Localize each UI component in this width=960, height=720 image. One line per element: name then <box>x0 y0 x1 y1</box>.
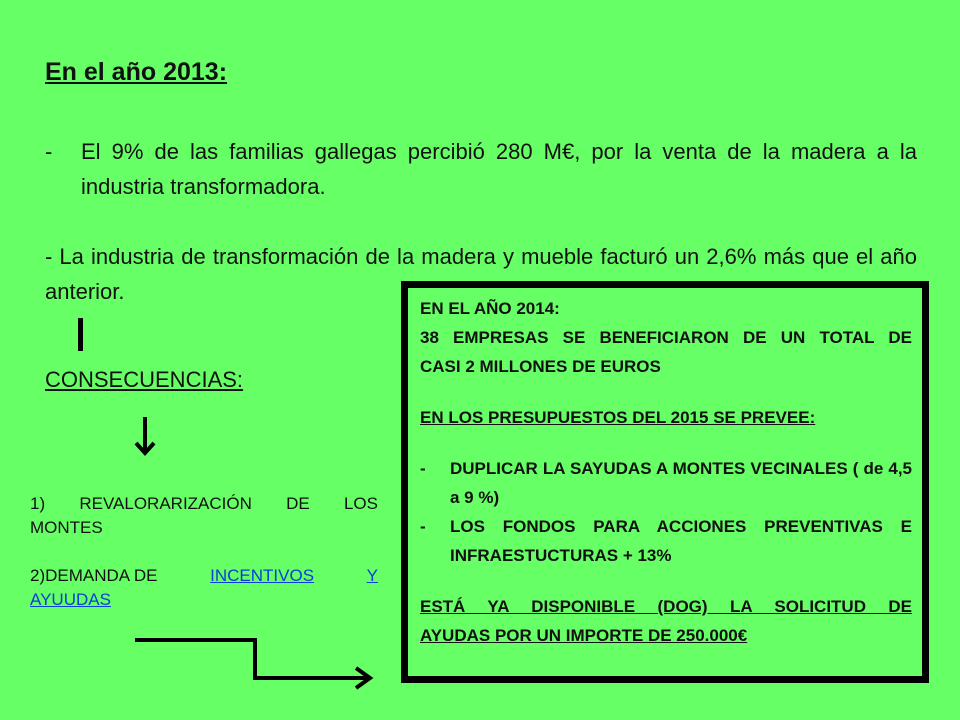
box-bullet-1-text: DUPLICAR LA SAYUDAS A MONTES VECINALES ( de 4,5 a 9 %) <box>450 459 912 507</box>
slide-heading: En el año 2013: <box>45 58 228 86</box>
box-year-line: EN EL AÑO 2014: <box>420 299 560 318</box>
consequences-label: CONSECUENCIAS: <box>45 367 244 392</box>
box-final-line1: ESTÁ YA DISPONIBLE (DOG) LA SOLICITUD DE <box>420 597 912 616</box>
paragraph-families <box>45 134 917 204</box>
down-arrow-icon <box>130 415 160 457</box>
box-final-line2: AYUDAS POR UN IMPORTE DE 250.000€ <box>420 626 748 645</box>
bullet-dash: - <box>45 139 53 164</box>
paragraph-families-text: El 9% de las familias gallegas percibió 280 M€, por la venta de la madera a la industria transformadora. <box>81 139 917 199</box>
box-bullet-2-text: LOS FONDOS PARA ACCIONES PREVENTIVAS E INFRAESTUCTURAS + 13% <box>450 517 912 565</box>
incentivos-link[interactable]: INCENTIVOS <box>210 566 315 585</box>
vertical-bar-shape <box>78 318 83 351</box>
consequences-list <box>30 492 378 612</box>
box-bullet-1 <box>420 454 912 512</box>
box-bullet-2 <box>420 512 912 570</box>
connector-arrow-icon <box>130 630 380 690</box>
consequence-item-2-prefix: 2)DEMANDA DE <box>30 566 158 585</box>
ayuudas-link[interactable]: AYUUDAS <box>30 590 111 609</box>
box-budget-heading: EN LOS PRESUPUESTOS DEL 2015 SE PREVEE: <box>420 408 816 427</box>
bullet-dash: - <box>420 517 426 536</box>
box-companies-line1: 38 EMPRESAS SE BENEFICIARON DE UN TOTAL DE <box>420 328 912 347</box>
y-link[interactable]: Y <box>366 566 378 585</box>
info-box-2014 <box>401 281 929 683</box>
consequence-item-2 <box>30 564 378 588</box>
paragraph-industry: - La industria de transformación de la madera y mueble facturó un 2,6% más que el año anterior. <box>45 244 917 304</box>
consequence-item-1-line1: 1) REVALORARIZACIÓN DE LOS <box>30 494 378 513</box>
box-companies-line2: CASI 2 MILLONES DE EUROS <box>420 357 661 376</box>
bullet-dash: - <box>420 459 426 478</box>
consequence-item-1-line2: MONTES <box>30 518 103 537</box>
